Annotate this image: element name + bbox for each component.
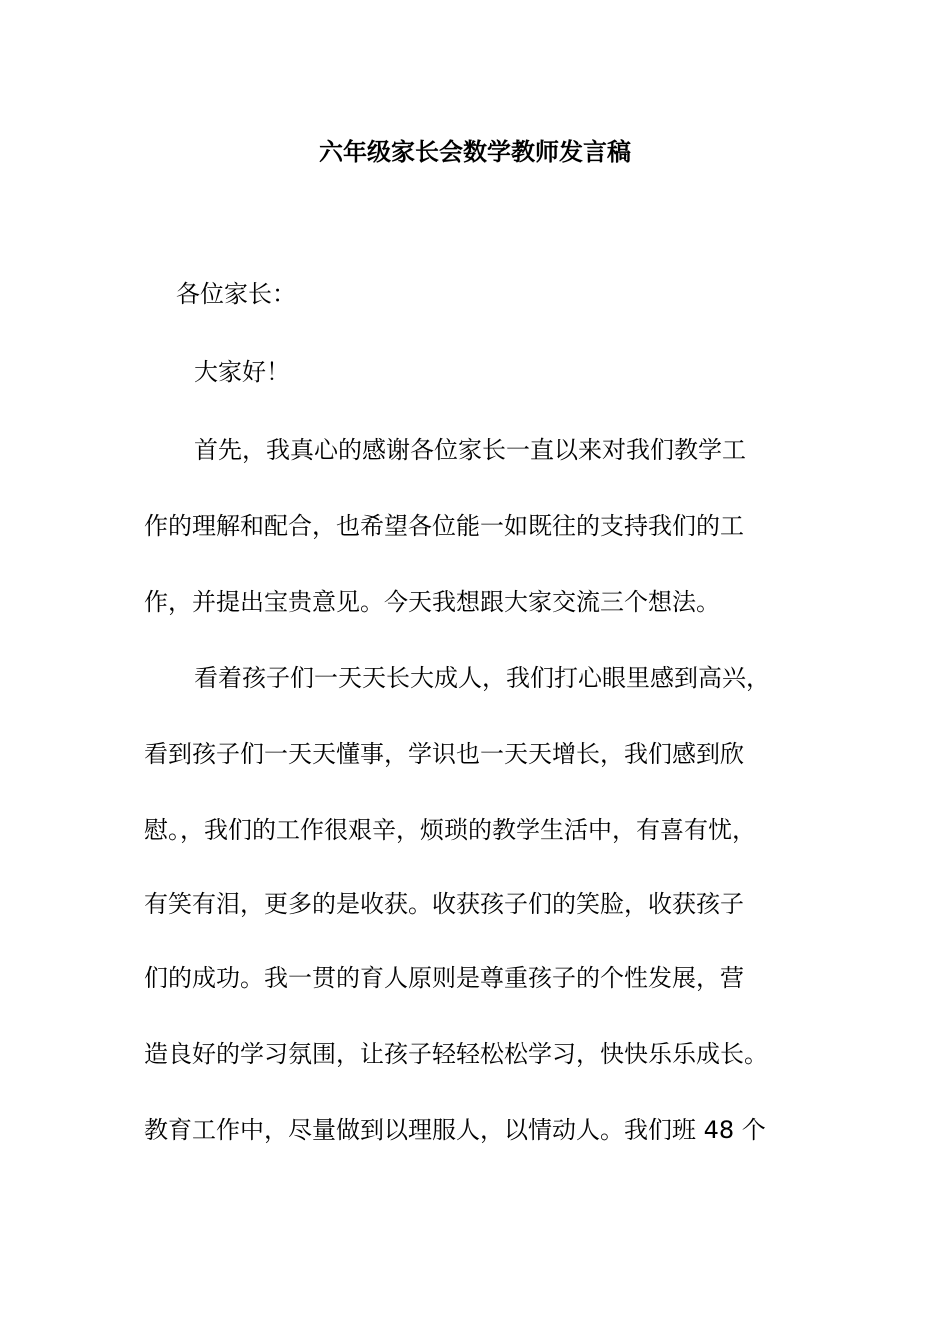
paragraph-text: 作的理解和配合，也希望各位能一如既往的支持我们的工	[144, 512, 744, 540]
paragraph-text: 看到孩子们一天天懂事，学识也一天天增长，我们感到欣	[144, 740, 744, 768]
paragraph-text: 慰。，我们的工作很艰辛，烦琐的教学生活中，有喜有忧，	[144, 816, 756, 844]
paragraph-text: 作，并提出宝贵意见。今天我想跟大家交流三个想法。	[144, 588, 720, 616]
paragraph-text: 首先，我真心的感谢各位家长一直以来对我们教学工	[194, 436, 746, 464]
salutation-text: 各位家长：	[176, 280, 296, 308]
greeting-text: 大家好！	[194, 358, 290, 386]
document-title: 六年级家长会数学教师发言稿	[319, 138, 631, 166]
paragraph-text: 造良好的学习氛围，让孩子轻轻松松学习，快快乐乐成长。	[144, 1040, 768, 1068]
paragraph-text: 们的成功。我一贯的育人原则是尊重孩子的个性发展，营	[144, 964, 744, 992]
paragraph-text: 教育工作中，尽量做到以理服人，以情动人。我们班 48 个	[144, 1116, 766, 1144]
paragraph-text: 有笑有泪，更多的是收获。收获孩子们的笑脸，收获孩子	[144, 890, 744, 918]
paragraph-text: 看着孩子们一天天长大成人，我们打心眼里感到高兴，	[194, 664, 770, 692]
